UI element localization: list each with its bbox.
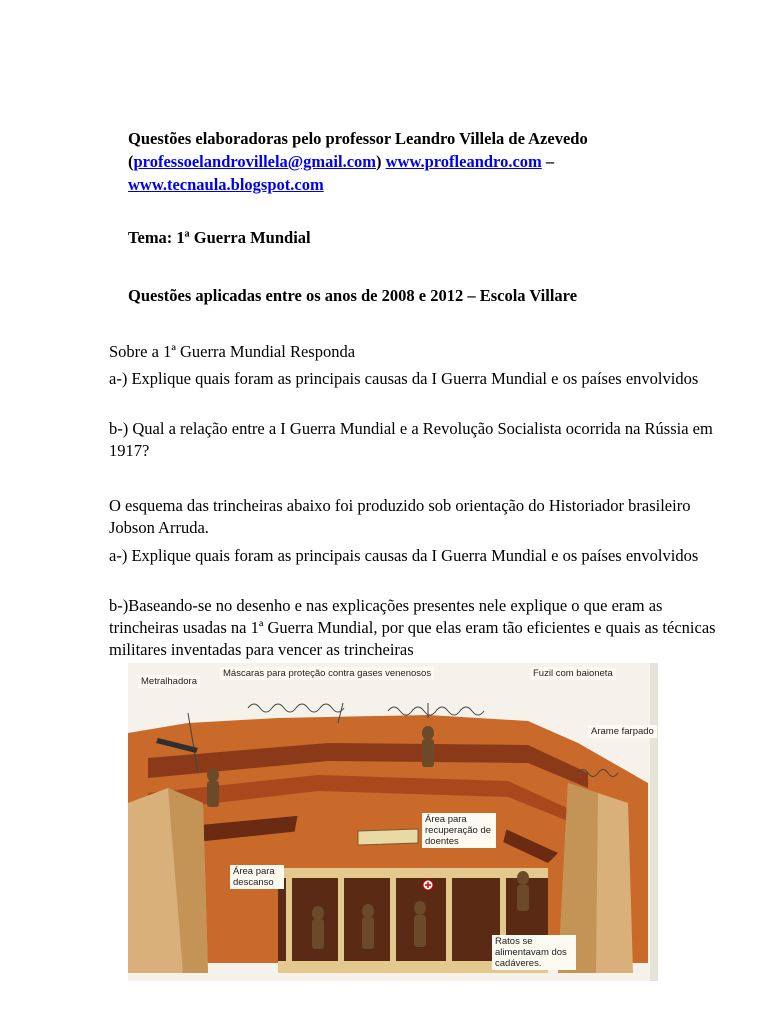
- section2-intro: O esquema das trincheiras abaixo foi produzido sob orientação do Historiador brasileiro Jobson Arruda.: [109, 496, 691, 537]
- site-link-tecnaula[interactable]: www.tecnaula.blogspot.com: [128, 175, 324, 194]
- label-ratos: Ratos se alimentavam dos cadáveres.: [492, 935, 576, 970]
- header-links-line-2: [128, 173, 688, 196]
- theme-heading: Tema: 1ª Guerra Mundial: [128, 228, 311, 247]
- site-link-profleandro[interactable]: www.profleandro.com: [385, 152, 542, 171]
- trench-illustration: [128, 663, 658, 981]
- section1-question-b: b-) Qual a relação entre a I Guerra Mundial e a Revolução Socialista ocorrida na Rússia em 1917?: [109, 419, 713, 460]
- email-link[interactable]: professoelandrovillela@gmail.com: [133, 152, 377, 171]
- label-recuperacao: Área para recuperação de doentes: [422, 813, 496, 848]
- section1-intro: Sobre a 1ª Guerra Mundial Responda: [109, 342, 356, 361]
- header-title: Questões elaboradoras pelo professor Leandro Villela de Azevedo: [128, 129, 588, 148]
- section2-question-b: b-)Baseando-se no desenho e nas explicações presentes nele explique o que eram as trincheiras usadas na 1ª Guerra Mundial, por que elas eram tão eficientes e quais as técnicas militares inventadas para vencer as trincheiras: [109, 596, 716, 659]
- document-header: [128, 127, 688, 196]
- label-arame: Arame farpado: [588, 725, 657, 738]
- section1-question-a: a-) Explique quais foram as principais causas da I Guerra Mundial e os países envolvidos: [109, 369, 699, 388]
- label-descanso: Área para descanso: [230, 865, 284, 889]
- label-mascaras: Máscaras para proteção contra gases venenosos: [220, 667, 434, 680]
- header-links-line: (professoelandrovillela@gmail.com) www.profleandro.com –: [128, 152, 555, 171]
- section2-question-a: a-) Explique quais foram as principais causas da I Guerra Mundial e os países envolvidos: [109, 546, 699, 565]
- applied-heading: Questões aplicadas entre os anos de 2008 e 2012 – Escola Villare: [128, 286, 578, 305]
- label-fuzil: Fuzil com baioneta: [530, 667, 616, 680]
- trench-drawing: [128, 663, 658, 981]
- label-metralhadora: Metralhadora: [138, 675, 200, 688]
